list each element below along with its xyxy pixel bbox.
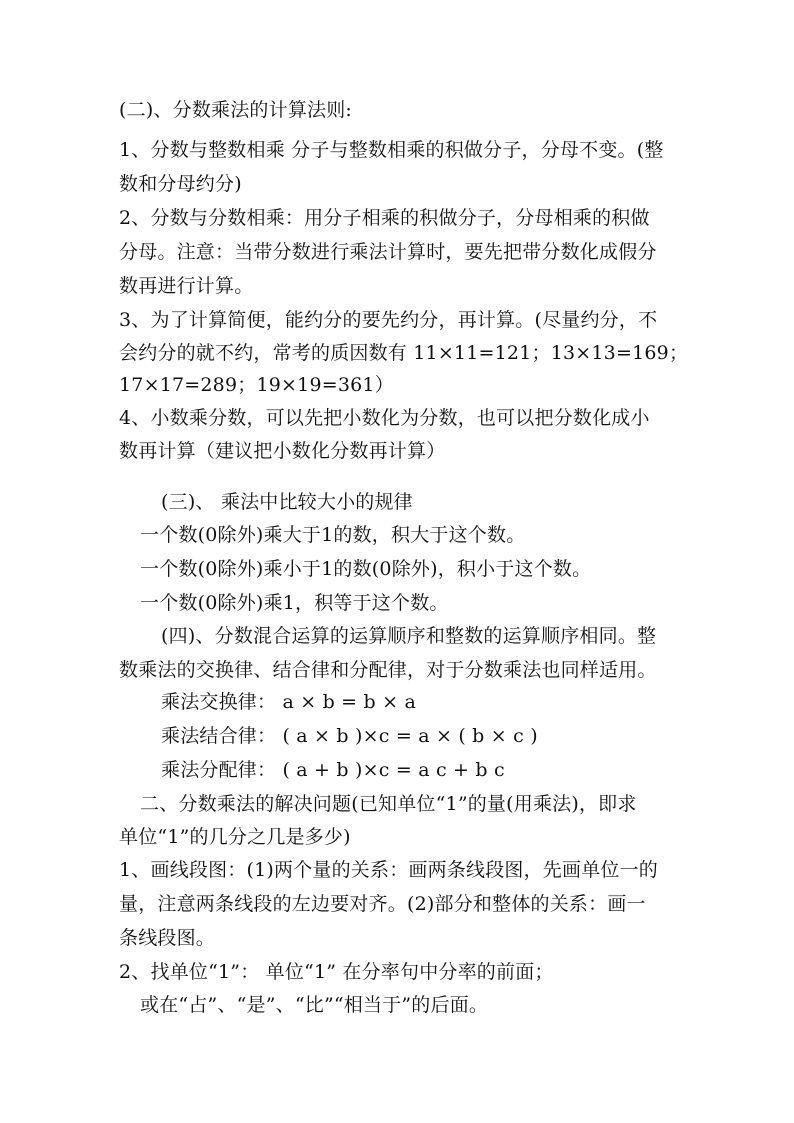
- rule-4-line-2: 数再计算（建议把小数化分数再计算）: [119, 440, 446, 462]
- distributive-law: 乘法分配律： ( a + b )×c = a c + b c: [161, 759, 505, 781]
- compare-rule-less: 一个数(0除外)乘小于1的数(0除外)，积小于这个数。: [140, 558, 592, 580]
- compare-rule-equal: 一个数(0除外)乘1，积等于这个数。: [140, 592, 449, 614]
- rule-2-line-2: 分母。注意：当带分数进行乘法计算时，要先把带分数化成假分: [119, 241, 657, 263]
- problem-solving-heading-line-1: 二、分数乘法的解决问题(已知单位“1”的量(用乘法)，即求: [140, 793, 637, 815]
- mixed-operations-line-1: (四)、分数混合运算的运算顺序和整数的运算顺序相同。整: [161, 625, 657, 647]
- heading-multiplication-rules: (二)、分数乘法的计算法则:: [119, 99, 353, 121]
- associative-law: 乘法结合律： ( a × b )×c = a × ( b × c ): [161, 725, 538, 747]
- unit-one-step-line-2: 或在“占”、“是”、“比”“相当于”的后面。: [140, 994, 489, 1016]
- mixed-operations-line-2: 数乘法的交换律、结合律和分配律，对于分数乘法也同样适用。: [119, 659, 657, 681]
- rule-1-line-2: 数和分母约分): [119, 173, 242, 195]
- problem-solving-heading-line-2: 单位“1”的几分之几是多少): [119, 826, 351, 848]
- rule-1-line-1: 1、分数与整数相乘 分子与整数相乘的积做分子，分母不变。(整: [119, 139, 664, 161]
- line-diagram-step-line-3: 条线段图。: [119, 927, 216, 949]
- line-diagram-step-line-2: 量，注意两条线段的左边要对齐。(2)部分和整体的关系：画一: [119, 893, 646, 915]
- commutative-law: 乘法交换律： a × b = b × a: [161, 691, 417, 713]
- rule-3-line-1: 3、为了计算简便，能约分的要先约分，再计算。(尽量约分，不: [119, 309, 658, 331]
- rule-3-line-3: 17×17=289；19×19=361）: [119, 374, 394, 396]
- line-diagram-step-line-1: 1、画线段图：(1)两个量的关系：画两条线段图，先画单位一的: [119, 859, 659, 881]
- compare-rule-greater: 一个数(0除外)乘大于1的数，积大于这个数。: [140, 524, 526, 546]
- rule-4-line-1: 4、小数乘分数，可以先把小数化为分数，也可以把分数化成小: [119, 407, 650, 429]
- rule-2-line-1: 2、分数与分数相乘：用分子相乘的积做分子，分母相乘的积做: [119, 207, 650, 229]
- rule-3-line-2: 会约分的就不约，常考的质因数有 11×11=121；13×13=169；: [119, 342, 689, 364]
- heading-compare-rules: (三)、 乘法中比较大小的规律: [161, 491, 413, 513]
- unit-one-step-line-1: 2、找单位“1”： 单位“1” 在分率句中分率的前面；: [119, 961, 554, 983]
- rule-2-line-3: 数再进行计算。: [119, 275, 254, 297]
